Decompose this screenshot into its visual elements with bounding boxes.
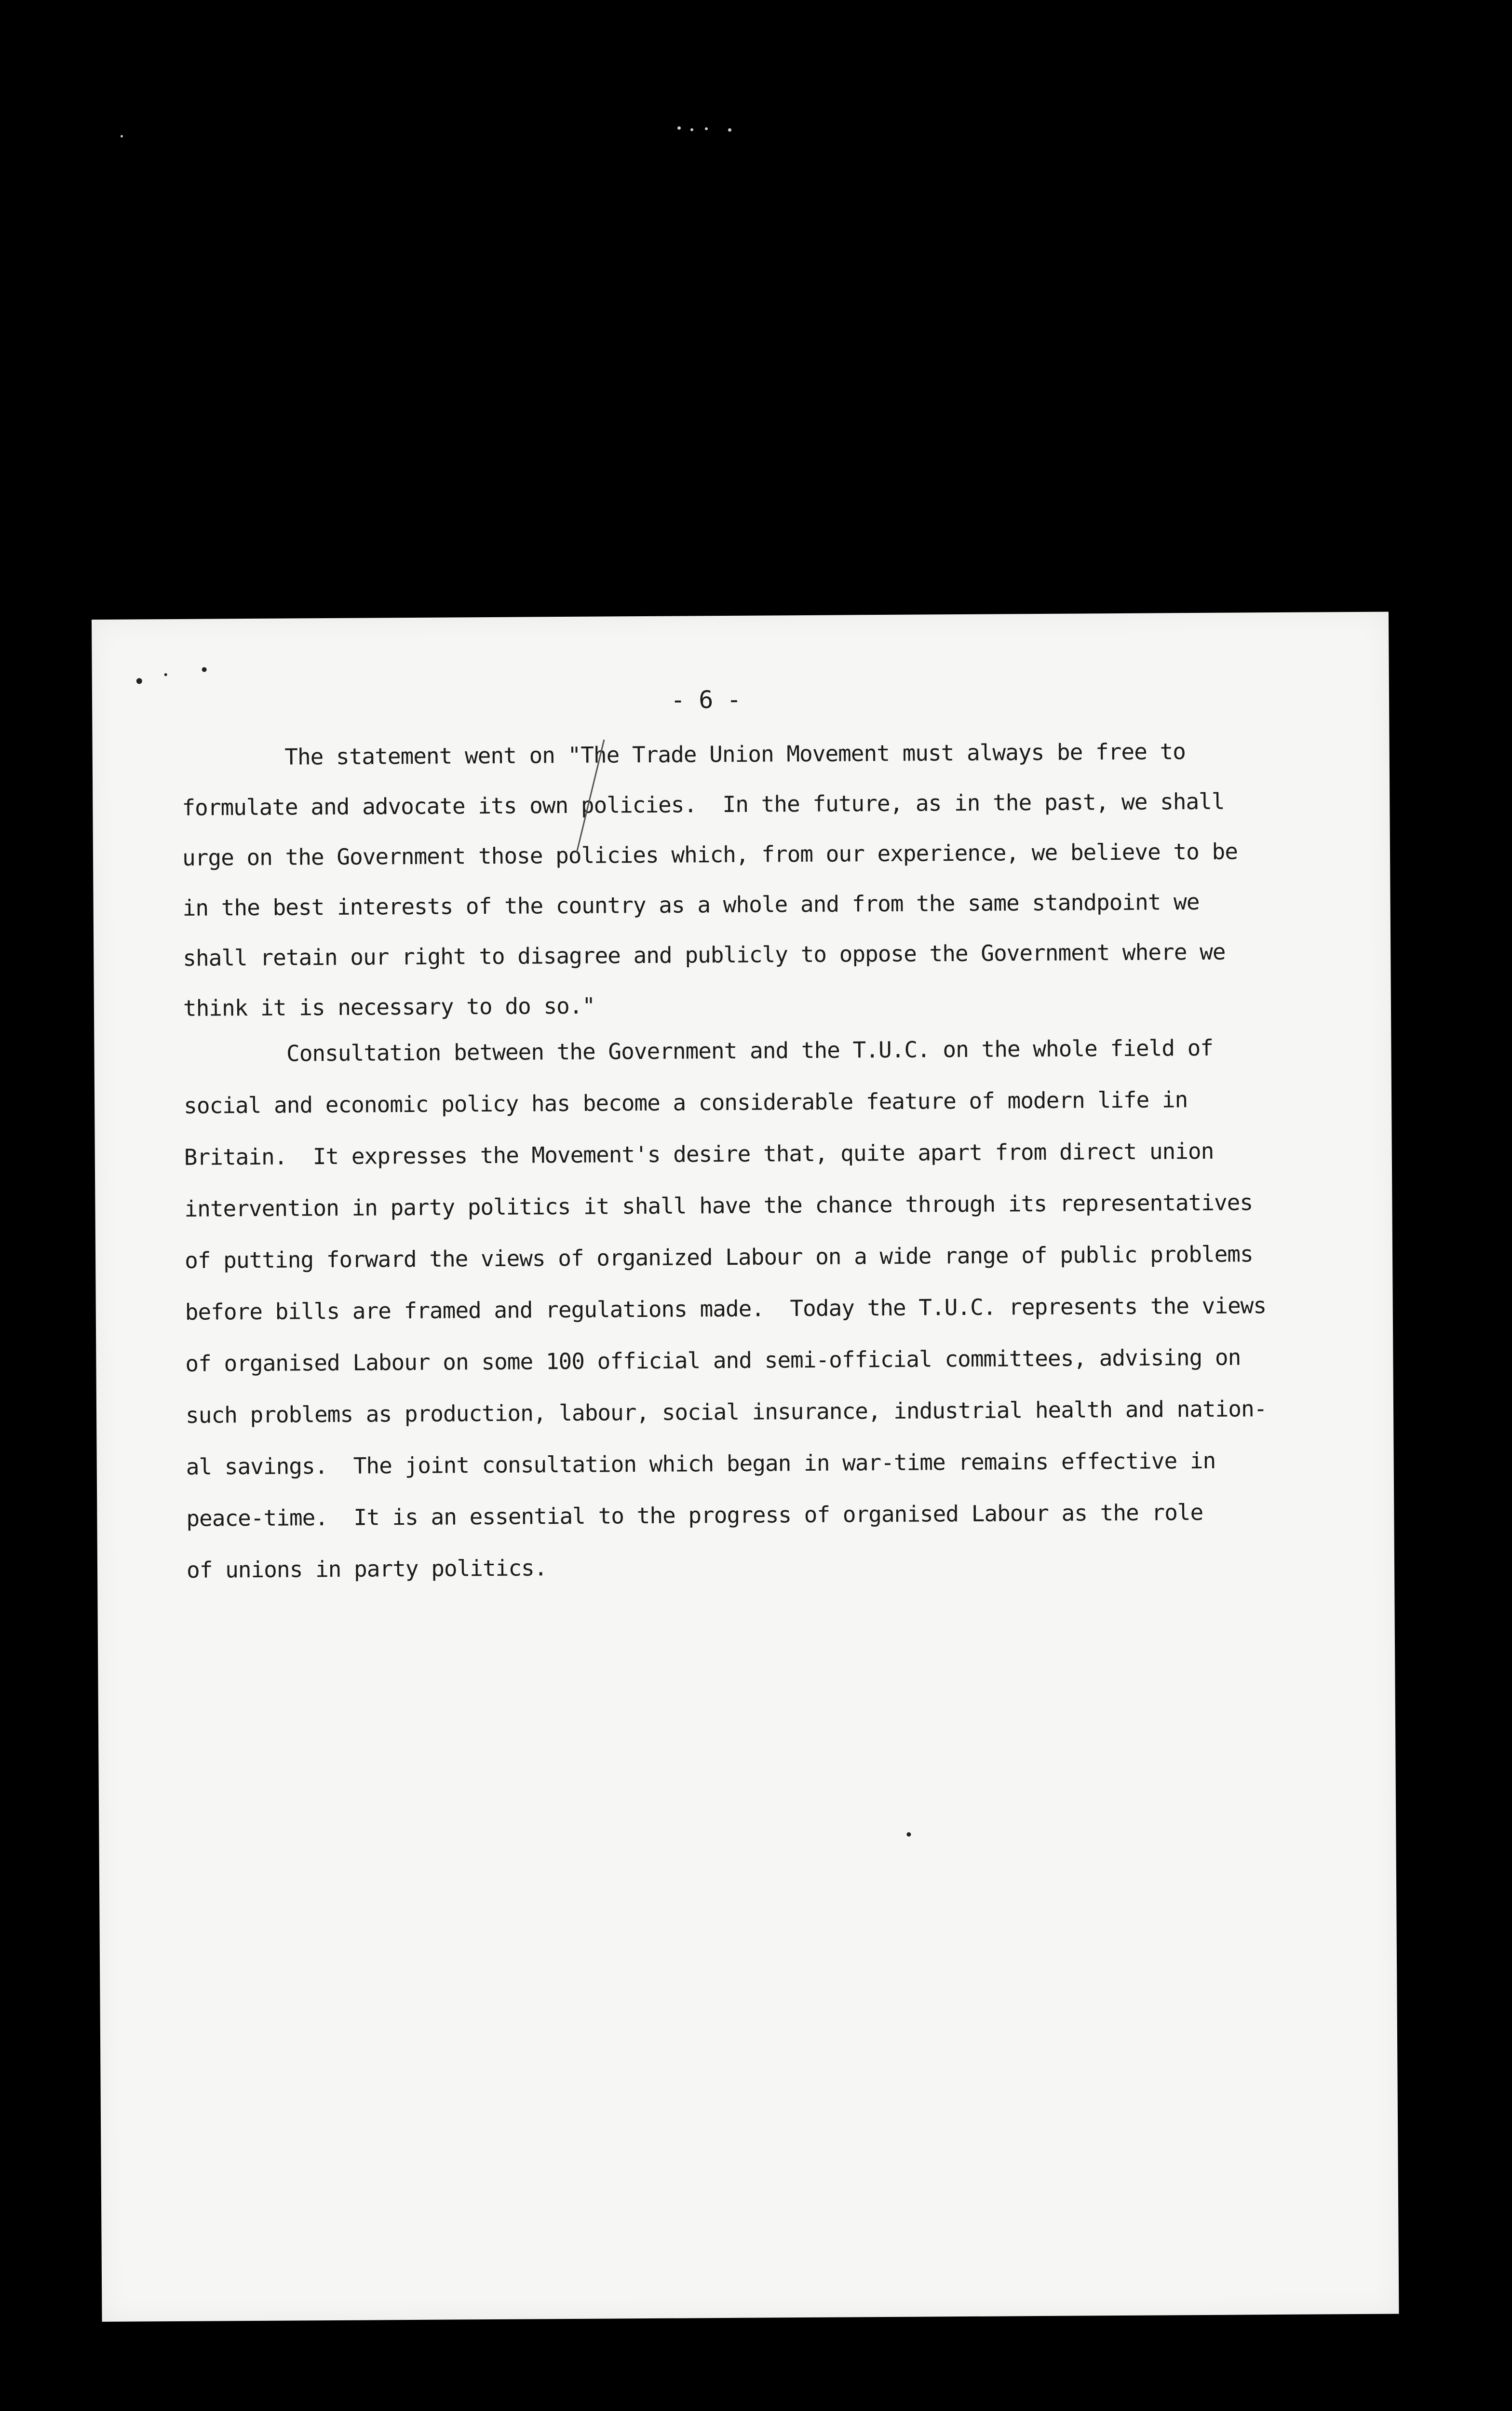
text-line: social and economic policy has become a considerable feature of modern life in (183, 1086, 1188, 1119)
page-number: - 6 - (670, 685, 741, 714)
text-line: think it is necessary to do so." (183, 992, 595, 1021)
film-speck (705, 127, 708, 130)
page-speck (202, 667, 207, 672)
text-line: of putting forward the views of organized Labour on a wide range of public problems (184, 1241, 1253, 1273)
film-speck (121, 135, 123, 137)
text-line: of organised Labour on some 100 official and semi-official committees, advising on (185, 1344, 1241, 1377)
document-body (181, 737, 1373, 1583)
text-line: formulate and advocate its own policies. In the future, as in the past, we shall (182, 788, 1225, 821)
text-line: of unions in party politics. (186, 1555, 547, 1583)
page-speck (164, 673, 167, 676)
page-speck (136, 678, 142, 684)
film-speck (677, 126, 681, 130)
text-line: urge on the Government those policies which, from our experience, we believe to be (182, 838, 1238, 871)
text-line: shall retain our right to disagree and publicly to oppose the Government where we (183, 938, 1226, 971)
document-page (92, 612, 1399, 2322)
text-line: Consultation between the Government and the T.U.C. on the whole field of (183, 1034, 1214, 1067)
text-line: intervention in party politics it shall have the chance through its representatives (184, 1189, 1253, 1222)
text-line: peace-time. It is an essential to the progress of organised Labour as the role (186, 1499, 1203, 1531)
film-speck (728, 128, 731, 132)
text-line: such problems as production, labour, social insurance, industrial health and nation- (185, 1395, 1267, 1428)
text-line: The statement went on "The Trade Union Movement must always be free to (181, 738, 1186, 771)
text-line: in the best interests of the country as a whole and from the same standpoint we (182, 888, 1200, 921)
film-speck (690, 128, 693, 131)
page-speck (906, 1832, 911, 1837)
text-line: before bills are framed and regulations made. Today the T.U.C. represents the views (185, 1292, 1267, 1325)
text-line: al savings. The joint consultation which began in war-time remains effective in (186, 1447, 1216, 1480)
text-line: Britain. It expresses the Movement's desire that, quite apart from direct union (184, 1138, 1214, 1170)
